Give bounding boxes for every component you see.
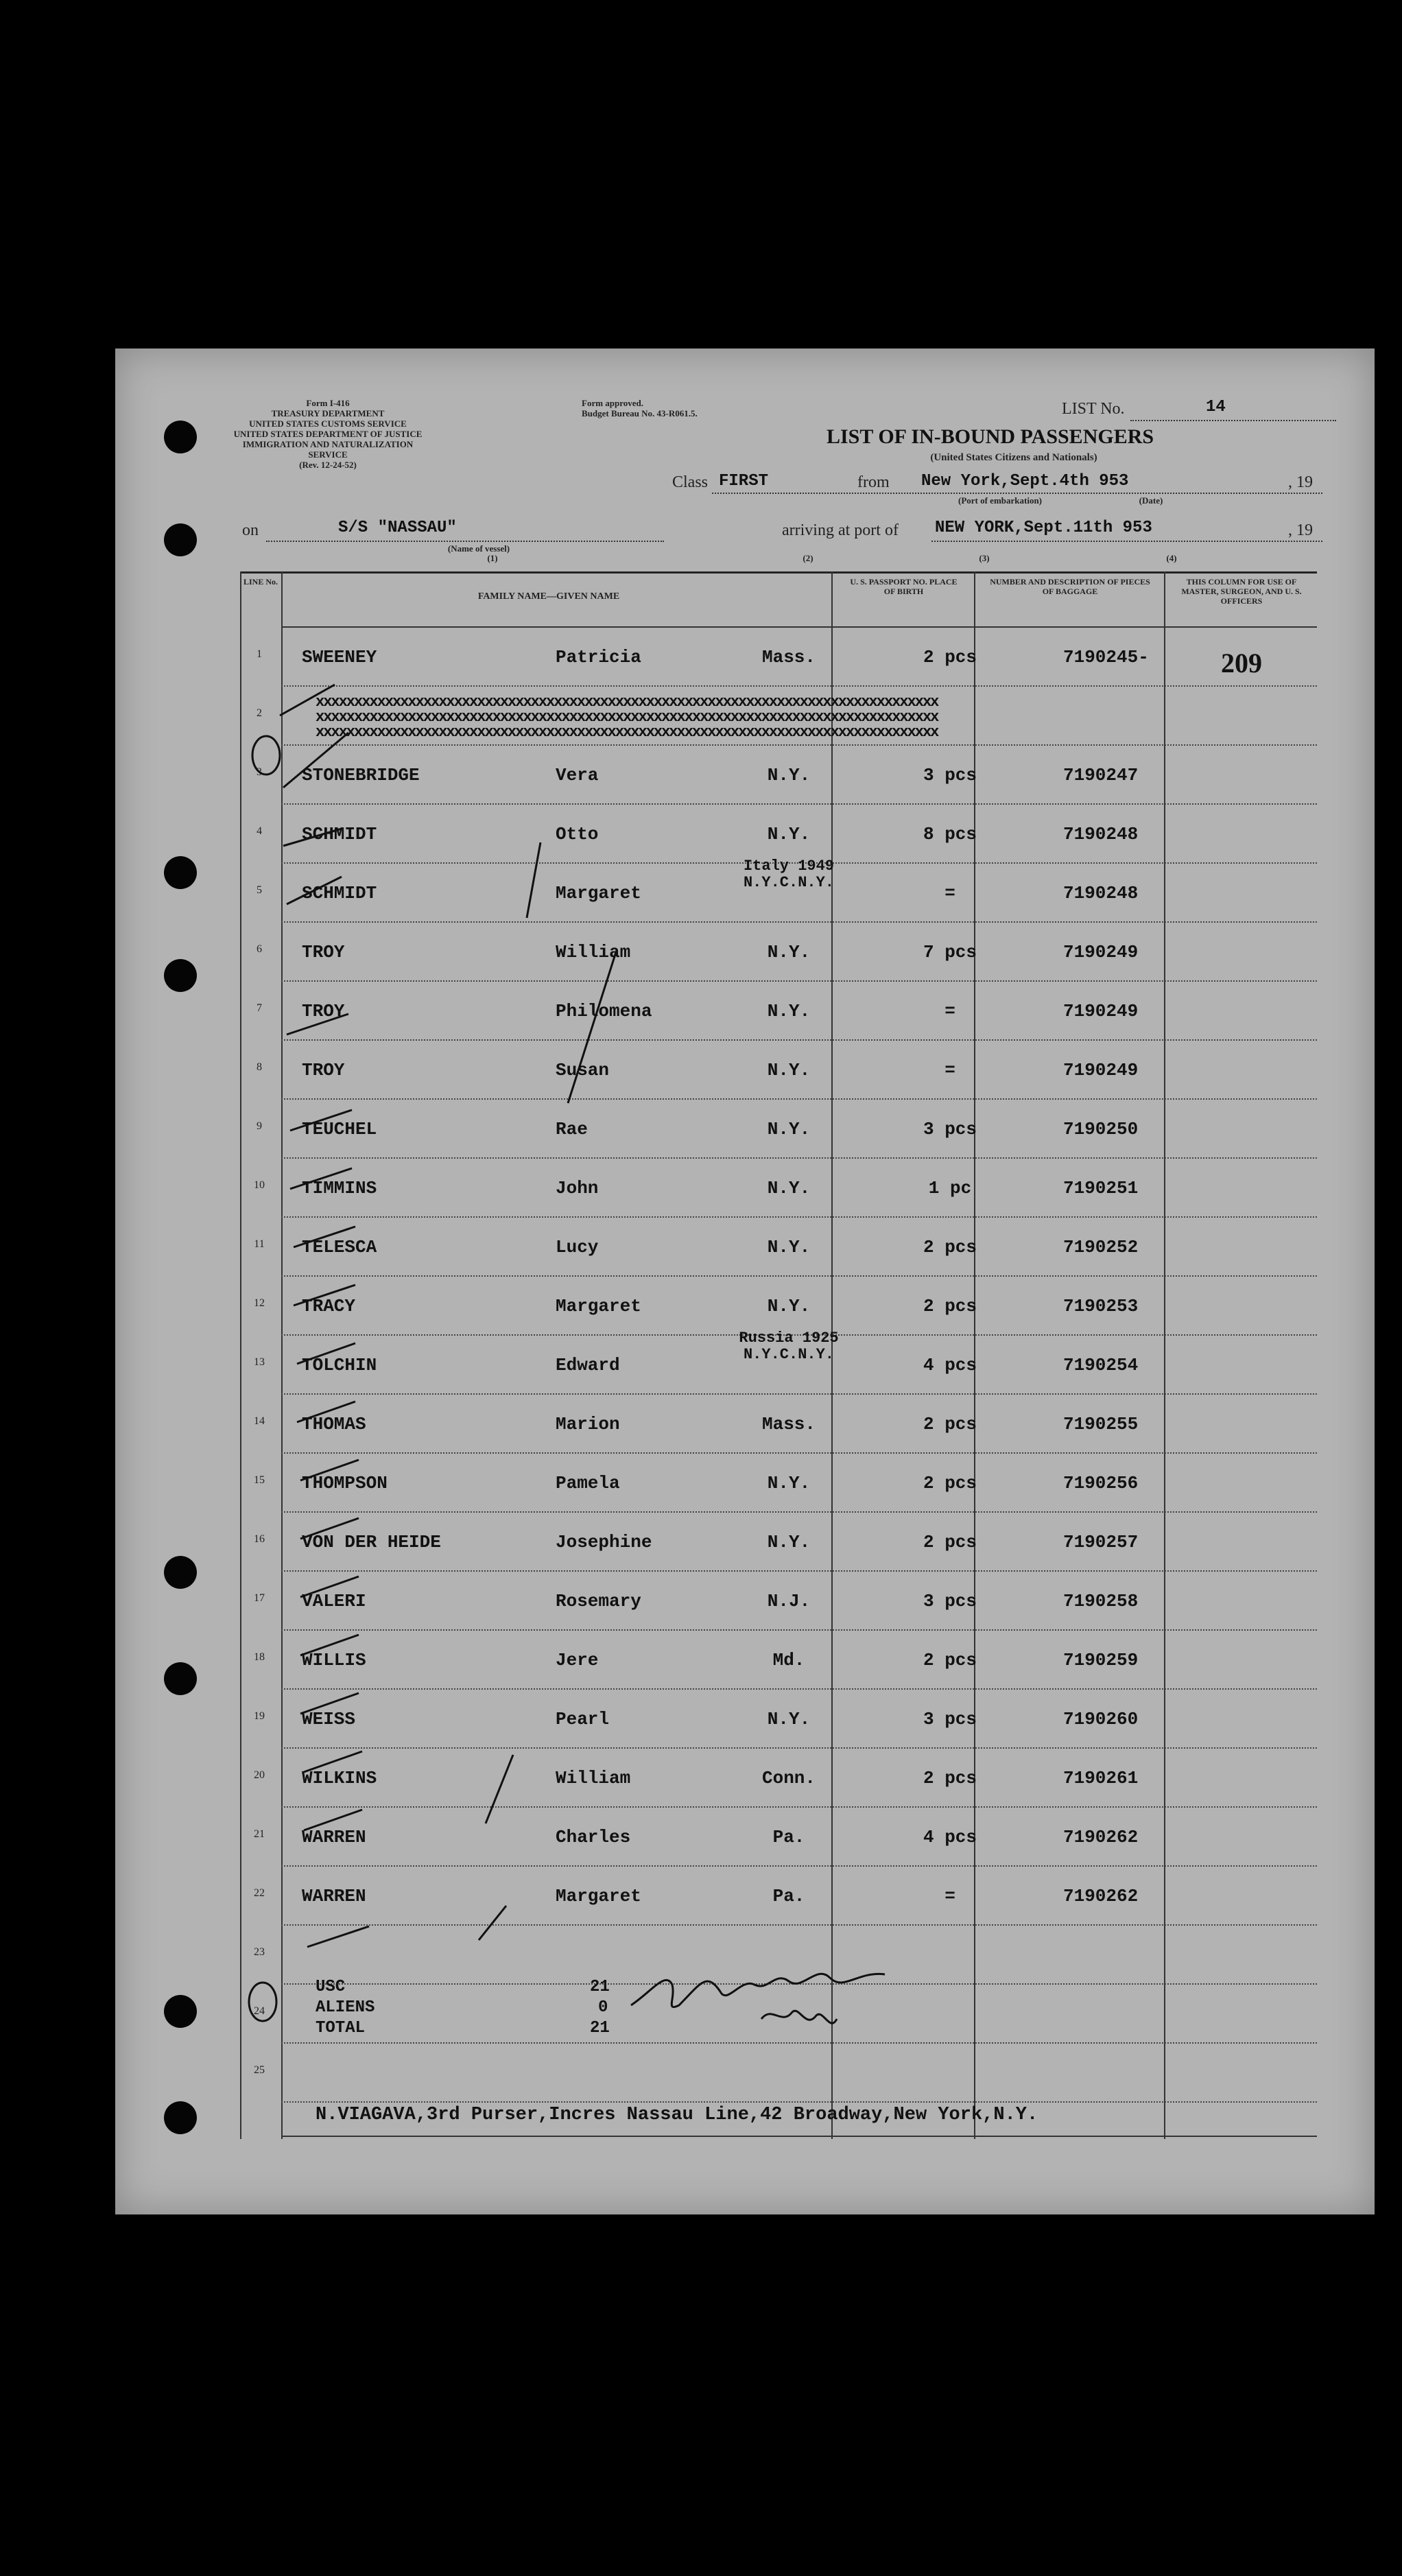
given-name: Vera: [556, 765, 599, 785]
year-suffix: , 19: [1288, 473, 1313, 491]
page-title: LIST OF IN-BOUND PASSENGERS: [827, 425, 1154, 448]
family-name: STONEBRIDGE: [302, 765, 420, 785]
family-name: TROY: [302, 1001, 345, 1021]
col-head-baggage: NUMBER AND DESCRIPTION OF PIECES OF BAGGAGE: [990, 577, 1150, 596]
family-name: WEISS: [302, 1709, 356, 1729]
officer-number: 7190262: [1063, 1886, 1139, 1906]
given-name: Margaret: [556, 1296, 641, 1316]
col-head-name: FAMILY NAME—GIVEN NAME: [477, 591, 620, 602]
family-name: WILKINS: [302, 1768, 377, 1788]
class-label: Class: [672, 473, 709, 491]
col-index-2: (2): [803, 553, 813, 563]
given-name: Marion: [556, 1414, 620, 1434]
officer-number: 7190256: [1063, 1473, 1139, 1493]
officer-number: 7190248: [1063, 883, 1139, 903]
check-marks: [115, 348, 1375, 2214]
totals-aliens-label: ALIENS: [316, 1998, 375, 2017]
family-name: SCHMIDT: [302, 824, 377, 844]
baggage-count: 1 pc: [928, 1178, 972, 1198]
totals-total-value: 21: [590, 2019, 610, 2037]
baggage-count: 4 pcs: [923, 1827, 977, 1847]
line-number: 17: [254, 1592, 265, 1604]
family-name: TIMMINS: [302, 1178, 377, 1198]
given-name: William: [556, 1768, 631, 1788]
place-of-birth: N.Y.: [767, 1060, 811, 1080]
family-name: WILLIS: [302, 1650, 366, 1670]
place-of-birth: N.Y.: [767, 1532, 811, 1552]
col-index-4: (4): [1166, 553, 1177, 563]
vessel-name: S/S "NASSAU": [338, 519, 457, 537]
customs-service: UNITED STATES CUSTOMS SERVICE: [249, 418, 407, 429]
officer-number: 7190255: [1063, 1414, 1139, 1434]
from-label: from: [857, 473, 890, 491]
baggage-count: 8 pcs: [923, 824, 977, 844]
family-name: TROY: [302, 1060, 345, 1080]
officer-number: 7190257: [1063, 1532, 1139, 1552]
baggage-count: 2 pcs: [923, 1414, 977, 1434]
line-number: 18: [254, 1651, 265, 1663]
given-name: Pearl: [556, 1709, 610, 1729]
line-number: 13: [254, 1356, 265, 1368]
given-name: Josephine: [556, 1532, 652, 1552]
given-name: William: [556, 942, 631, 962]
col-index-1: (1): [487, 553, 498, 563]
line-number: 8: [257, 1061, 262, 1073]
line-number: 12: [254, 1297, 265, 1309]
family-name: WARREN: [302, 1886, 366, 1906]
given-name: Lucy: [556, 1237, 599, 1257]
purser-footer-line: N.VIAGAVA,3rd Purser,Incres Nassau Line,42 Broadway,New York,N.Y.: [316, 2105, 1038, 2125]
line-number: 16: [254, 1533, 265, 1545]
list-no-value: 14: [1206, 398, 1226, 416]
line-number: 10: [254, 1179, 265, 1191]
line-number: 2: [257, 707, 262, 719]
place-of-birth: N.Y.: [767, 824, 811, 844]
family-name: TELESCA: [302, 1237, 377, 1257]
officer-number: 7190261: [1063, 1768, 1139, 1788]
family-name: SWEENEY: [302, 647, 377, 667]
line-number: 14: [254, 1415, 265, 1427]
family-name: TOLCHIN: [302, 1355, 377, 1375]
given-name: Patricia: [556, 647, 641, 667]
crossed-out-line: xxxxxxxxxxxxxxxxxxxxxxxxxxxxxxxxxxxxxxxxxxxxxxxxxxxxxxxxxxxxxxxxxxxxxxxxxxxxxxxxx: [316, 709, 938, 726]
officer-number: 7190249: [1063, 1060, 1139, 1080]
line-number: 15: [254, 1474, 265, 1486]
officer-number: 7190245-: [1063, 647, 1149, 667]
given-name: Otto: [556, 824, 599, 844]
baggage-count: 7 pcs: [923, 942, 977, 962]
place-of-birth: N.Y.: [767, 1296, 811, 1316]
baggage-count: 3 pcs: [923, 765, 977, 785]
line-number: 4: [257, 825, 262, 837]
vessel-caption: (Name of vessel): [447, 543, 510, 554]
family-name: TRACY: [302, 1296, 356, 1316]
family-name: TROY: [302, 942, 345, 962]
form-number: Form I-416: [306, 398, 350, 408]
given-name: Philomena: [556, 1001, 652, 1021]
place-of-birth: N.Y.: [767, 765, 811, 785]
given-name: Margaret: [556, 883, 641, 903]
arriving-label: arriving at port of: [782, 521, 899, 539]
class-value: FIRST: [719, 472, 769, 491]
crossed-out-line: xxxxxxxxxxxxxxxxxxxxxxxxxxxxxxxxxxxxxxxxxxxxxxxxxxxxxxxxxxxxxxxxxxxxxxxxxxxxxxxxx: [316, 694, 938, 711]
family-name: VON DER HEIDE: [302, 1532, 441, 1552]
baggage-count: =: [944, 1060, 955, 1080]
place-of-birth: N.Y.: [767, 1119, 811, 1139]
place-of-birth: Mass.: [761, 647, 816, 667]
immigration-service: IMMIGRATION AND NATURALIZATION SERVICE: [242, 439, 414, 460]
baggage-count: 2 pcs: [923, 1473, 977, 1493]
given-name: John: [556, 1178, 599, 1198]
justice-dept: UNITED STATES DEPARTMENT OF JUSTICE: [233, 429, 423, 439]
family-name: THOMAS: [302, 1414, 366, 1434]
officer-number: 7190258: [1063, 1591, 1139, 1611]
officer-number: 7190262: [1063, 1827, 1139, 1847]
line-number: 3: [257, 766, 262, 778]
given-name: Pamela: [556, 1473, 620, 1493]
baggage-count: 3 pcs: [923, 1119, 977, 1139]
baggage-count: 2 pcs: [923, 647, 977, 667]
baggage-count: =: [944, 883, 955, 903]
officer-number: 7190259: [1063, 1650, 1139, 1670]
line-number: 25: [254, 2064, 265, 2076]
totals-usc-value: 21: [590, 1978, 610, 1996]
treasury-dept: TREASURY DEPARTMENT: [271, 408, 385, 418]
line-number: 6: [257, 943, 262, 955]
place-of-birth: N.Y.: [767, 1178, 811, 1198]
place-of-birth: Italy 1949 N.Y.C.N.Y.: [743, 858, 835, 891]
arriving-value: NEW YORK,Sept.11th 953: [935, 519, 1152, 537]
given-name: Susan: [556, 1060, 610, 1080]
place-of-birth: Conn.: [761, 1768, 816, 1788]
family-name: WARREN: [302, 1827, 366, 1847]
baggage-count: 3 pcs: [923, 1591, 977, 1611]
port-embark-caption: (Port of embarkation): [958, 495, 1043, 506]
col-head-officers: THIS COLUMN FOR USE OF MASTER, SURGEON, AND U. S. OFFICERS: [1181, 577, 1302, 606]
line-number: 9: [257, 1120, 262, 1132]
officer-number: 7190253: [1063, 1296, 1139, 1316]
line-number: 1: [257, 648, 262, 660]
family-name: VALERI: [302, 1591, 366, 1611]
line-number: 23: [254, 1946, 265, 1958]
officer-number: 7190260: [1063, 1709, 1139, 1729]
family-name: SCHMIDT: [302, 883, 377, 903]
baggage-count: 3 pcs: [923, 1709, 977, 1729]
place-of-birth: N.Y.: [767, 1473, 811, 1493]
officer-number: 7190250: [1063, 1119, 1139, 1139]
line-number: 24: [254, 2005, 265, 2017]
place-of-birth: Md.: [772, 1650, 805, 1670]
date-caption: (Date): [1139, 495, 1163, 506]
totals-aliens-value: 0: [598, 1998, 608, 2017]
family-name: TEUCHEL: [302, 1119, 377, 1139]
officer-number: 7190251: [1063, 1178, 1139, 1198]
baggage-count: =: [944, 1886, 955, 1906]
place-of-birth: N.Y.: [767, 1001, 811, 1021]
page-subtitle: (United States Citizens and Nationals): [930, 452, 1097, 463]
place-of-birth: Mass.: [761, 1414, 816, 1434]
line-number: 11: [254, 1238, 265, 1250]
baggage-count: 2 pcs: [923, 1532, 977, 1552]
given-name: Charles: [556, 1827, 631, 1847]
officer-number: 7190249: [1063, 1001, 1139, 1021]
annotation-209: 209: [1221, 648, 1262, 678]
line-number: 20: [254, 1769, 265, 1781]
totals-usc-label: USC: [316, 1978, 346, 1996]
place-of-birth: Pa.: [772, 1886, 805, 1906]
baggage-count: =: [944, 1001, 955, 1021]
place-of-birth: Russia 1925 N.Y.C.N.Y.: [739, 1330, 839, 1363]
family-name: THOMPSON: [302, 1473, 388, 1493]
officer-number: 7190248: [1063, 824, 1139, 844]
baggage-count: 2 pcs: [923, 1650, 977, 1670]
line-number: 5: [257, 884, 262, 896]
given-name: Margaret: [556, 1886, 641, 1906]
form-approved: Form approved.: [582, 398, 644, 408]
crossed-out-line: xxxxxxxxxxxxxxxxxxxxxxxxxxxxxxxxxxxxxxxxxxxxxxxxxxxxxxxxxxxxxxxxxxxxxxxxxxxxxxxxx: [316, 724, 938, 741]
officer-number: 7190249: [1063, 942, 1139, 962]
line-number: 7: [257, 1002, 262, 1014]
given-name: Rae: [556, 1119, 588, 1139]
place-of-birth: N.Y.: [767, 1709, 811, 1729]
totals-total-label: TOTAL: [316, 2019, 366, 2037]
baggage-count: 2 pcs: [923, 1237, 977, 1257]
baggage-count: 4 pcs: [923, 1355, 977, 1375]
officer-number: 7190254: [1063, 1355, 1139, 1375]
baggage-count: 2 pcs: [923, 1768, 977, 1788]
on-label: on: [242, 521, 259, 539]
col-head-line-no: LINE No.: [243, 577, 278, 587]
revision: (Rev. 12-24-52): [299, 460, 357, 470]
line-number: 19: [254, 1710, 265, 1722]
given-name: Edward: [556, 1355, 620, 1375]
line-number: 21: [254, 1828, 265, 1840]
place-of-birth: N.J.: [767, 1591, 811, 1611]
officer-number: 7190252: [1063, 1237, 1139, 1257]
given-name: Rosemary: [556, 1591, 641, 1611]
col-head-passport: U. S. PASSPORT NO. PLACE OF BIRTH: [850, 577, 958, 596]
baggage-count: 2 pcs: [923, 1296, 977, 1316]
officer-number: 7190247: [1063, 765, 1139, 785]
given-name: Jere: [556, 1650, 599, 1670]
place-of-birth: N.Y.: [767, 942, 811, 962]
list-no-label: LIST No.: [1062, 400, 1125, 418]
document-page: [115, 348, 1375, 2214]
place-of-birth: Pa.: [772, 1827, 805, 1847]
year-suffix-2: , 19: [1288, 521, 1313, 539]
line-number: 22: [254, 1887, 265, 1899]
col-index-3: (3): [979, 553, 990, 563]
budget-bureau: Budget Bureau No. 43-R061.5.: [582, 408, 698, 418]
place-of-birth: N.Y.: [767, 1237, 811, 1257]
from-value: New York,Sept.4th 953: [921, 472, 1129, 491]
